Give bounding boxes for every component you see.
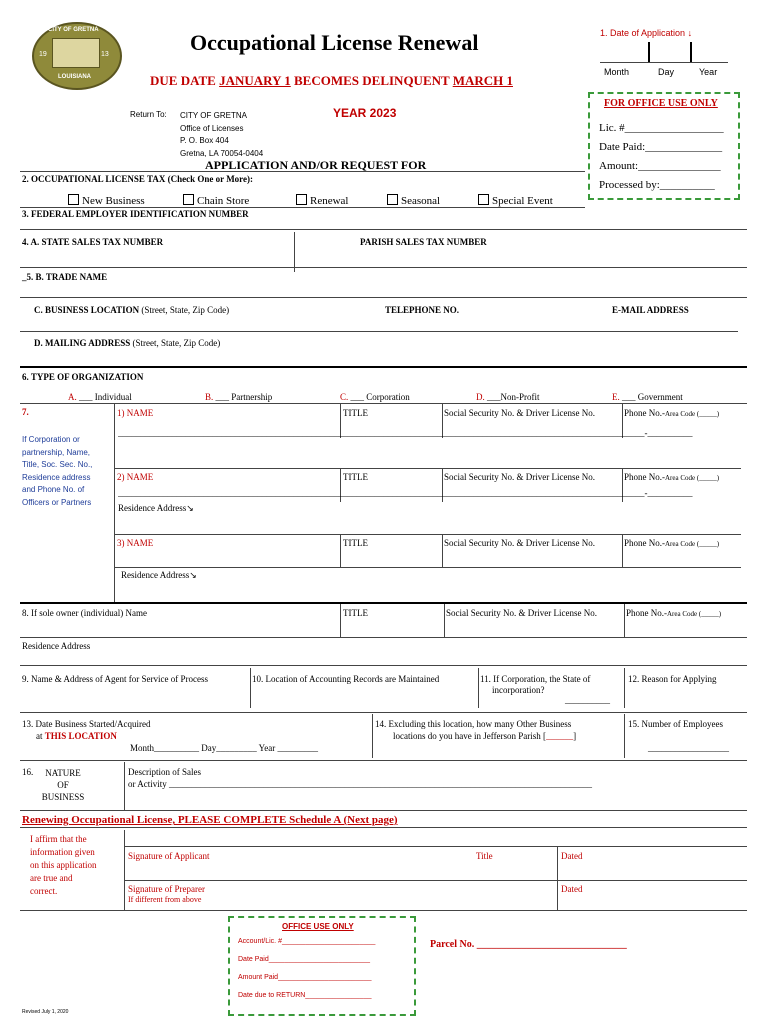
divider (124, 762, 125, 810)
preparer-signature-label: Signature of Preparer (128, 884, 205, 894)
seal-year-right: 13 (101, 51, 109, 58)
other-locations-field[interactable] (393, 731, 576, 741)
at-text: at (36, 731, 45, 741)
date-divider-1 (648, 42, 650, 62)
parish-sales-tax-label: PARISH SALES TAX NUMBER (360, 237, 487, 247)
applicant-signature-label: Signature of Applicant (128, 851, 210, 861)
affirm-line: on this application (30, 860, 97, 870)
officers-number: 7. (22, 407, 29, 417)
divider (624, 668, 625, 708)
date-divider-2 (690, 42, 692, 62)
seal-year-left: 19 (39, 51, 47, 58)
applicant-title-label: Title (476, 851, 493, 861)
reason-label: 12. Reason for Applying (628, 674, 717, 684)
revision-date: Revised July 1, 2020 (22, 1009, 69, 1015)
area-code: Area Code (_____) (667, 610, 722, 618)
other-loc-close: ] (573, 731, 577, 741)
officer-1-entry-line[interactable]: _____________________________________________________________________________________________________________________-__________ (118, 428, 693, 438)
org-text: ___ Corporation (350, 392, 410, 402)
option-label: Seasonal (401, 195, 441, 207)
phone-prefix: Phone No.- (624, 538, 665, 548)
office-use-bottom-title: OFFICE USE ONLY (282, 922, 354, 931)
divider (20, 810, 747, 811)
telephone-label: TELEPHONE NO. (385, 305, 460, 315)
officers-note (22, 434, 92, 509)
date-started-fields[interactable]: Month__________ Day_________ Year _________ (130, 743, 318, 753)
residence-text: Residence Address (118, 503, 187, 513)
lic-number-field[interactable]: Lic. #__________________ (599, 122, 724, 134)
officer-2-ssn-label: Social Security No. & Driver License No. (444, 472, 595, 482)
divider (20, 760, 747, 761)
other-loc-text: locations do you have in Jefferson Parish [ (393, 731, 547, 741)
preparer-signature-line[interactable] (124, 880, 747, 881)
officer-2-entry-line[interactable]: _____________________________________________________________________________________________________________________-__________ (118, 488, 693, 498)
preparer-dated-label: Dated (561, 884, 583, 894)
officer-3-entry-line[interactable] (114, 567, 741, 568)
date-paid-bottom-field[interactable]: Date Paid__________________________ (238, 956, 370, 963)
parcel-blank[interactable]: ______________________________ (474, 939, 627, 950)
option-label: Renewal (310, 195, 349, 207)
renewal-schedule-note: Renewing Occupational License, PLEASE COMPLETE Schedule A (Next page) (22, 814, 398, 826)
incorporation-blank[interactable]: __________ (565, 695, 610, 705)
office-use-box (588, 92, 740, 200)
return-line: P. O. Box 404 (180, 136, 229, 145)
due-date: JANUARY 1 (219, 73, 291, 88)
mailing-address-label (34, 338, 220, 348)
residence-text: Residence Address (121, 570, 190, 580)
officer-3-ssn-label: Social Security No. & Driver License No. (444, 538, 595, 548)
divider (114, 468, 741, 469)
org-government[interactable] (612, 392, 683, 402)
office-use-bottom-box (228, 916, 416, 1016)
officer-2-title-label: TITLE (343, 472, 368, 482)
divider (294, 232, 295, 272)
month-label: Month (604, 67, 630, 77)
return-address (180, 110, 263, 160)
label-rest: (Street, State, Zip Code) (139, 305, 230, 315)
area-code: Area Code (_____) (665, 540, 720, 548)
return-to-label: Return To: (130, 110, 167, 119)
officer-1-title-label: TITLE (343, 408, 368, 418)
org-text: ___Non-Profit (487, 392, 540, 402)
amount-paid-field[interactable]: Amount Paid________________________ (238, 974, 372, 981)
this-location-text: THIS LOCATION (44, 731, 117, 741)
org-individual[interactable] (68, 392, 132, 402)
note-line: and Phone No. of (22, 485, 85, 494)
seal-building-icon (52, 38, 100, 68)
parcel-label: Parcel No. (430, 939, 475, 950)
delinquent-date: MARCH 1 (452, 73, 513, 88)
seal-top-text: CITY OF GRETNA (48, 27, 99, 33)
officer-1-ssn-label: Social Security No. & Driver License No. (444, 408, 595, 418)
nature-number: 16. (22, 767, 34, 777)
preparer-note: If different from above (128, 895, 202, 904)
processed-by-field[interactable]: Processed by:__________ (599, 179, 715, 191)
date-input-line[interactable] (600, 62, 728, 63)
officer-1-name-label: 1) NAME (117, 408, 154, 418)
org-text: ___ Government (622, 392, 683, 402)
nature-of-business-label (40, 767, 86, 803)
email-label: E-MAIL ADDRESS (612, 305, 689, 315)
divider (20, 910, 747, 911)
description-field[interactable]: or Activity ______________________________________________________________________________________________ (128, 779, 592, 789)
divider (124, 830, 125, 910)
date-of-application-label (600, 28, 692, 38)
option-new-business[interactable] (68, 194, 145, 207)
officer-1-phone-label (624, 408, 719, 418)
divider (20, 665, 747, 666)
option-label: Special Event (492, 195, 553, 207)
divider (20, 207, 585, 208)
phone-prefix: Phone No.- (624, 408, 665, 418)
divider (20, 602, 747, 604)
return-line: Gretna, LA 70054-0404 (180, 148, 264, 158)
down-arrow-icon: ↓ (687, 28, 693, 38)
officer-3-name-label: 3) NAME (117, 538, 154, 548)
amount-field[interactable]: Amount:_______________ (599, 160, 721, 172)
date-due-return-field[interactable]: Date due to RETURN_________________ (238, 992, 372, 999)
phone-prefix: Phone No.- (624, 472, 665, 482)
trade-name-line[interactable] (20, 297, 747, 298)
officer-2-name-label: 2) NAME (117, 472, 154, 482)
divider (340, 534, 341, 568)
other-locations-label: 14. Excluding this location, how many Other Business (375, 719, 572, 729)
affirm-line: correct. (30, 886, 58, 896)
divider (250, 668, 251, 708)
divider (478, 668, 479, 708)
mailing-line[interactable] (20, 366, 747, 368)
note-line: Residence address (22, 472, 91, 482)
note-line: If Corporation or (22, 435, 80, 444)
divider (114, 534, 741, 535)
option-special-event[interactable] (478, 194, 553, 207)
divider (340, 604, 341, 638)
due-mid: BECOMES DELINQUENT (290, 73, 453, 88)
checkbox[interactable] (478, 194, 489, 205)
fein-line[interactable] (20, 229, 747, 230)
option-chain-store[interactable] (183, 194, 249, 207)
label-bold: C. BUSINESS LOCATION (34, 305, 140, 315)
state-incorporation-label: 11. If Corporation, the State of (480, 674, 591, 684)
checkbox[interactable] (68, 194, 79, 205)
org-text: ___ Individual (79, 392, 132, 402)
label-bold: D. MAILING ADDRESS (34, 338, 131, 348)
return-line: CITY OF GRETNA (180, 111, 247, 120)
nature-line: OF (57, 780, 69, 790)
sole-owner-title-label: TITLE (343, 608, 368, 618)
divider (20, 712, 747, 713)
checkbox[interactable] (183, 194, 194, 205)
organization-type-label: 6. TYPE OF ORGANIZATION (22, 372, 144, 382)
page-title: Occupational License Renewal (190, 30, 479, 55)
checkbox[interactable] (296, 194, 307, 205)
phone-prefix: Phone No.- (626, 608, 667, 618)
affirm-line: are true and (30, 873, 73, 883)
date-paid-field[interactable]: Date Paid:______________ (599, 141, 723, 153)
employees-field[interactable]: __________________ (648, 743, 729, 753)
return-line: Office of Licenses (180, 123, 244, 133)
date-started-label: 13. Date Business Started/Acquired (22, 719, 151, 729)
org-partnership[interactable] (205, 392, 272, 402)
affirm-line: I affirm that the (30, 834, 87, 844)
agent-label: 9. Name & Address of Agent for Service of Process (22, 674, 208, 684)
sole-owner-label: 8. If sole owner (individual) Name (22, 608, 147, 618)
year-label: Year (699, 67, 718, 77)
sales-tax-line[interactable] (20, 267, 747, 268)
officer-3-title-label: TITLE (343, 538, 368, 548)
divider (622, 534, 623, 568)
divider (20, 827, 747, 828)
description-label: Description of Sales (128, 767, 201, 777)
year-heading: YEAR 2023 (333, 106, 397, 120)
org-letter: A. (68, 392, 77, 402)
note-line: Officers or Partners (22, 497, 92, 507)
divider (114, 404, 115, 604)
application-heading: APPLICATION AND/OR REQUEST FOR (205, 158, 427, 172)
officer-2-residence-label (118, 503, 194, 514)
officer-3-phone-label (624, 538, 719, 548)
divider (624, 714, 625, 758)
location-line[interactable] (20, 331, 738, 332)
nature-line: BUSINESS (41, 792, 85, 802)
option-label: Chain Store (197, 195, 250, 207)
due-date-line (150, 73, 513, 89)
affirmation-text (30, 833, 97, 898)
incorporation-question: incorporation? (492, 685, 545, 695)
parcel-number-field[interactable] (430, 939, 627, 950)
note-line: Title, Soc. Sec. No., (22, 460, 93, 469)
org-non-profit[interactable] (476, 392, 540, 402)
sole-owner-entry-line[interactable] (20, 637, 747, 638)
option-label: New Business (82, 195, 145, 207)
divider (624, 604, 625, 638)
officer-2-phone-label (624, 472, 719, 482)
checkbox[interactable] (387, 194, 398, 205)
state-sales-tax-label: 4. A. STATE SALES TAX NUMBER (22, 237, 164, 247)
label-rest: (Street, State, Zip Code) (130, 338, 221, 348)
divider (20, 171, 585, 172)
city-seal-logo (32, 22, 122, 90)
divider (372, 714, 373, 758)
account-lic-field[interactable]: Account/Lic. #________________________ (238, 938, 376, 945)
org-letter: B. (205, 392, 214, 402)
down-arrow-icon: ↘ (189, 570, 197, 580)
divider (444, 604, 445, 638)
option-renewal[interactable] (296, 194, 348, 207)
day-label: Day (658, 67, 675, 77)
note-line: partnership, Name, (22, 447, 91, 457)
officer-3-residence-label (121, 570, 197, 581)
office-use-title: FOR OFFICE USE ONLY (604, 98, 718, 109)
license-tax-label: 2. OCCUPATIONAL LICENSE TAX (Check One or More): (22, 174, 254, 184)
accounting-records-label: 10. Location of Accounting Records are Maintained (252, 674, 440, 684)
applicant-dated-label: Dated (561, 851, 583, 861)
date-app-text: 1. Date of Application (600, 28, 686, 38)
other-loc-blank[interactable]: ______ (546, 731, 574, 741)
business-location-label (34, 305, 229, 315)
employees-label: 15. Number of Employees (628, 719, 723, 729)
divider (442, 534, 443, 568)
org-corporation[interactable] (340, 392, 410, 402)
area-code: Area Code (_____) (665, 410, 720, 418)
due-prefix: DUE DATE (150, 73, 220, 88)
sole-owner-residence-label: Residence Address (22, 641, 91, 651)
sole-owner-phone-label (626, 608, 721, 618)
divider (20, 403, 747, 404)
divider (557, 846, 558, 910)
org-text: ___ Partnership (215, 392, 273, 402)
fein-label: 3. FEDERAL EMPLOYER IDENTIFICATION NUMBER (22, 209, 249, 219)
org-letter: C. (340, 392, 349, 402)
option-seasonal[interactable] (387, 194, 440, 207)
area-code: Area Code (_____) (665, 474, 720, 482)
org-letter: D. (476, 392, 485, 402)
nature-line: NATURE (45, 768, 81, 778)
applicant-signature-line[interactable] (124, 846, 747, 847)
sole-owner-ssn-label: Social Security No. & Driver License No. (446, 608, 597, 618)
trade-name-label: _5. B. TRADE NAME (22, 272, 108, 282)
org-letter: E. (612, 392, 620, 402)
seal-bottom-text: LOUISIANA (58, 74, 91, 80)
down-arrow-icon: ↘ (186, 503, 194, 513)
affirm-line: information given (30, 847, 95, 857)
this-location-label (36, 731, 117, 741)
